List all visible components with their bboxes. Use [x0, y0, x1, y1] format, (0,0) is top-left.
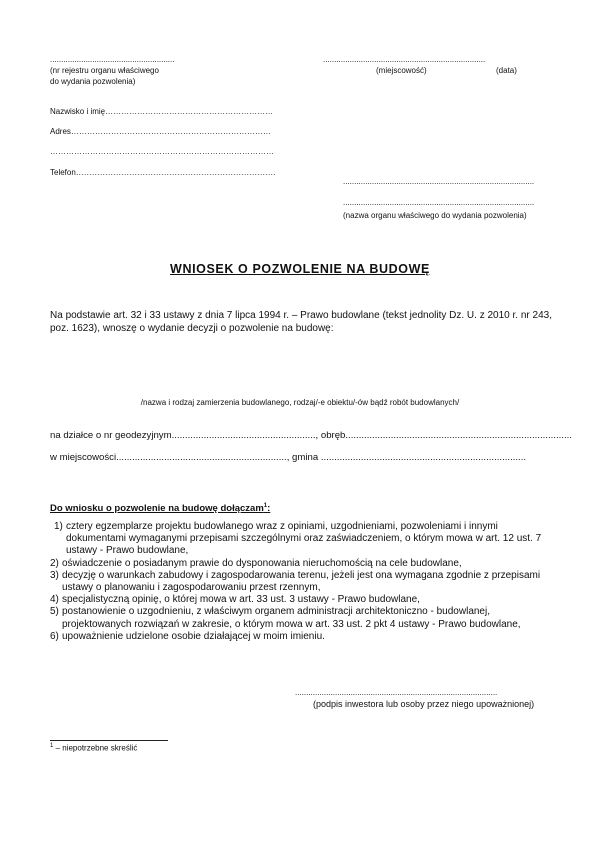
address-field[interactable]: Adres…………………………………………………………………	[50, 127, 271, 136]
authority-dots-2[interactable]: ......................................................................................	[343, 198, 535, 207]
footnote-divider	[50, 740, 168, 741]
phone-field[interactable]: Telefon…………………………………………………………………	[50, 168, 276, 177]
attachments-list	[50, 521, 555, 643]
name-field[interactable]: Nazwisko i imię………………………………………………………	[50, 107, 274, 116]
attachments-heading-text: Do wniosku o pozwolenie na budowę dołączam	[50, 503, 264, 515]
place-date-dots[interactable]: .........................................................................	[323, 55, 486, 64]
signature-dots[interactable]: ...........................................................................................	[295, 688, 498, 697]
list-item-text: oświadczenie o posiadanym prawie do dysponowania nieruchomością na cele budowlane,	[62, 557, 462, 569]
plot-line[interactable]: na działce o nr geodezyjnym......................................................, obręb.....................................................................................	[50, 430, 572, 441]
place-label: (miejscowość)	[376, 66, 427, 75]
list-item	[50, 570, 555, 594]
list-item-number: 2)	[50, 557, 59, 569]
list-item	[50, 521, 555, 558]
project-label: /nazwa i rodzaj zamierzenia budowlanego, rodzaj/-e obiektu/-ów bądź robót budowlanych/	[140, 398, 460, 407]
list-item-number: 1)	[54, 521, 63, 532]
registry-label-line1: (nr rejestru organu właściwego	[50, 66, 159, 75]
list-item-text: specjalistyczną opinię, o której mowa w art. 33 ust. 3 ustawy - Prawo budowlane,	[62, 594, 420, 606]
list-item-number: 6)	[50, 630, 59, 642]
list-item	[50, 594, 555, 606]
authority-label: (nazwa organu właściwego do wydania pozwolenia)	[343, 211, 527, 220]
list-item-number: 3)	[50, 569, 59, 581]
page-title: WNIOSEK O POZWOLENIE NA BUDOWĘ	[170, 262, 430, 276]
date-label: (data)	[496, 66, 517, 75]
signature-label: (podpis inwestora lub osoby przez niego upoważnionej)	[313, 699, 535, 709]
list-item-number: 4)	[50, 594, 59, 606]
footnote-ref: 1	[263, 503, 268, 509]
list-item	[50, 558, 555, 570]
footnote-marker: 1	[50, 743, 54, 749]
list-item-text: upoważnienie udzielone osobie działającej w moim imieniu.	[62, 630, 325, 642]
list-item-text: cztery egzemplarze projektu budowlanego wraz z opiniami, uzgodnieniami, pozwoleniami i innymi dokumentami wymaganymi przepisami szczególnymi oraz zaświadczeniem, o którym mowa w art. 12 ust. 7 ustawy - Prawo budowlane,	[66, 521, 542, 557]
intro-paragraph: Na podstawie art. 32 i 33 ustawy z dnia 7 lipca 1994 r. – Prawo budowlane (tekst jednolity Dz. U. z 2010 r. nr 243, poz. 1623), wnoszę o wydanie decyzji o pozwolenie na budowę:	[50, 310, 552, 334]
list-item	[50, 606, 555, 630]
attachments-heading-colon: :	[267, 503, 271, 515]
list-item-text: postanowienie o uzgodnieniu, z właściwym organem administracji architektoniczno - budowlanej, projektowanych rozwiązań w zakresie, o którym mowa w art. 33 ust. 2 pkt 4 ustawy - Prawo budowlane,	[62, 606, 521, 630]
footnote-text: – niepotrzebne skreślić	[53, 743, 138, 753]
footnote	[50, 743, 137, 753]
list-item-text: decyzję o warunkach zabudowy i zagospodarowania terenu, jeżeli jest ona wymagana zgodnie z przepisami ustawy o planowaniu i zagospodarowaniu przest rzennym,	[62, 569, 541, 594]
address-field-2[interactable]: …………………………………………………………………………	[50, 147, 274, 156]
place-line[interactable]: w miejscowości................................................................, gmina .............................................................................	[50, 452, 527, 463]
attachments-heading	[50, 503, 270, 514]
registry-label-line2: do wydania pozwolenia)	[50, 77, 136, 86]
list-item-number: 5)	[50, 606, 59, 618]
list-item	[50, 631, 555, 643]
authority-dots-1[interactable]: ......................................................................................	[343, 177, 535, 186]
registry-dots[interactable]: ........................................................	[50, 55, 175, 64]
